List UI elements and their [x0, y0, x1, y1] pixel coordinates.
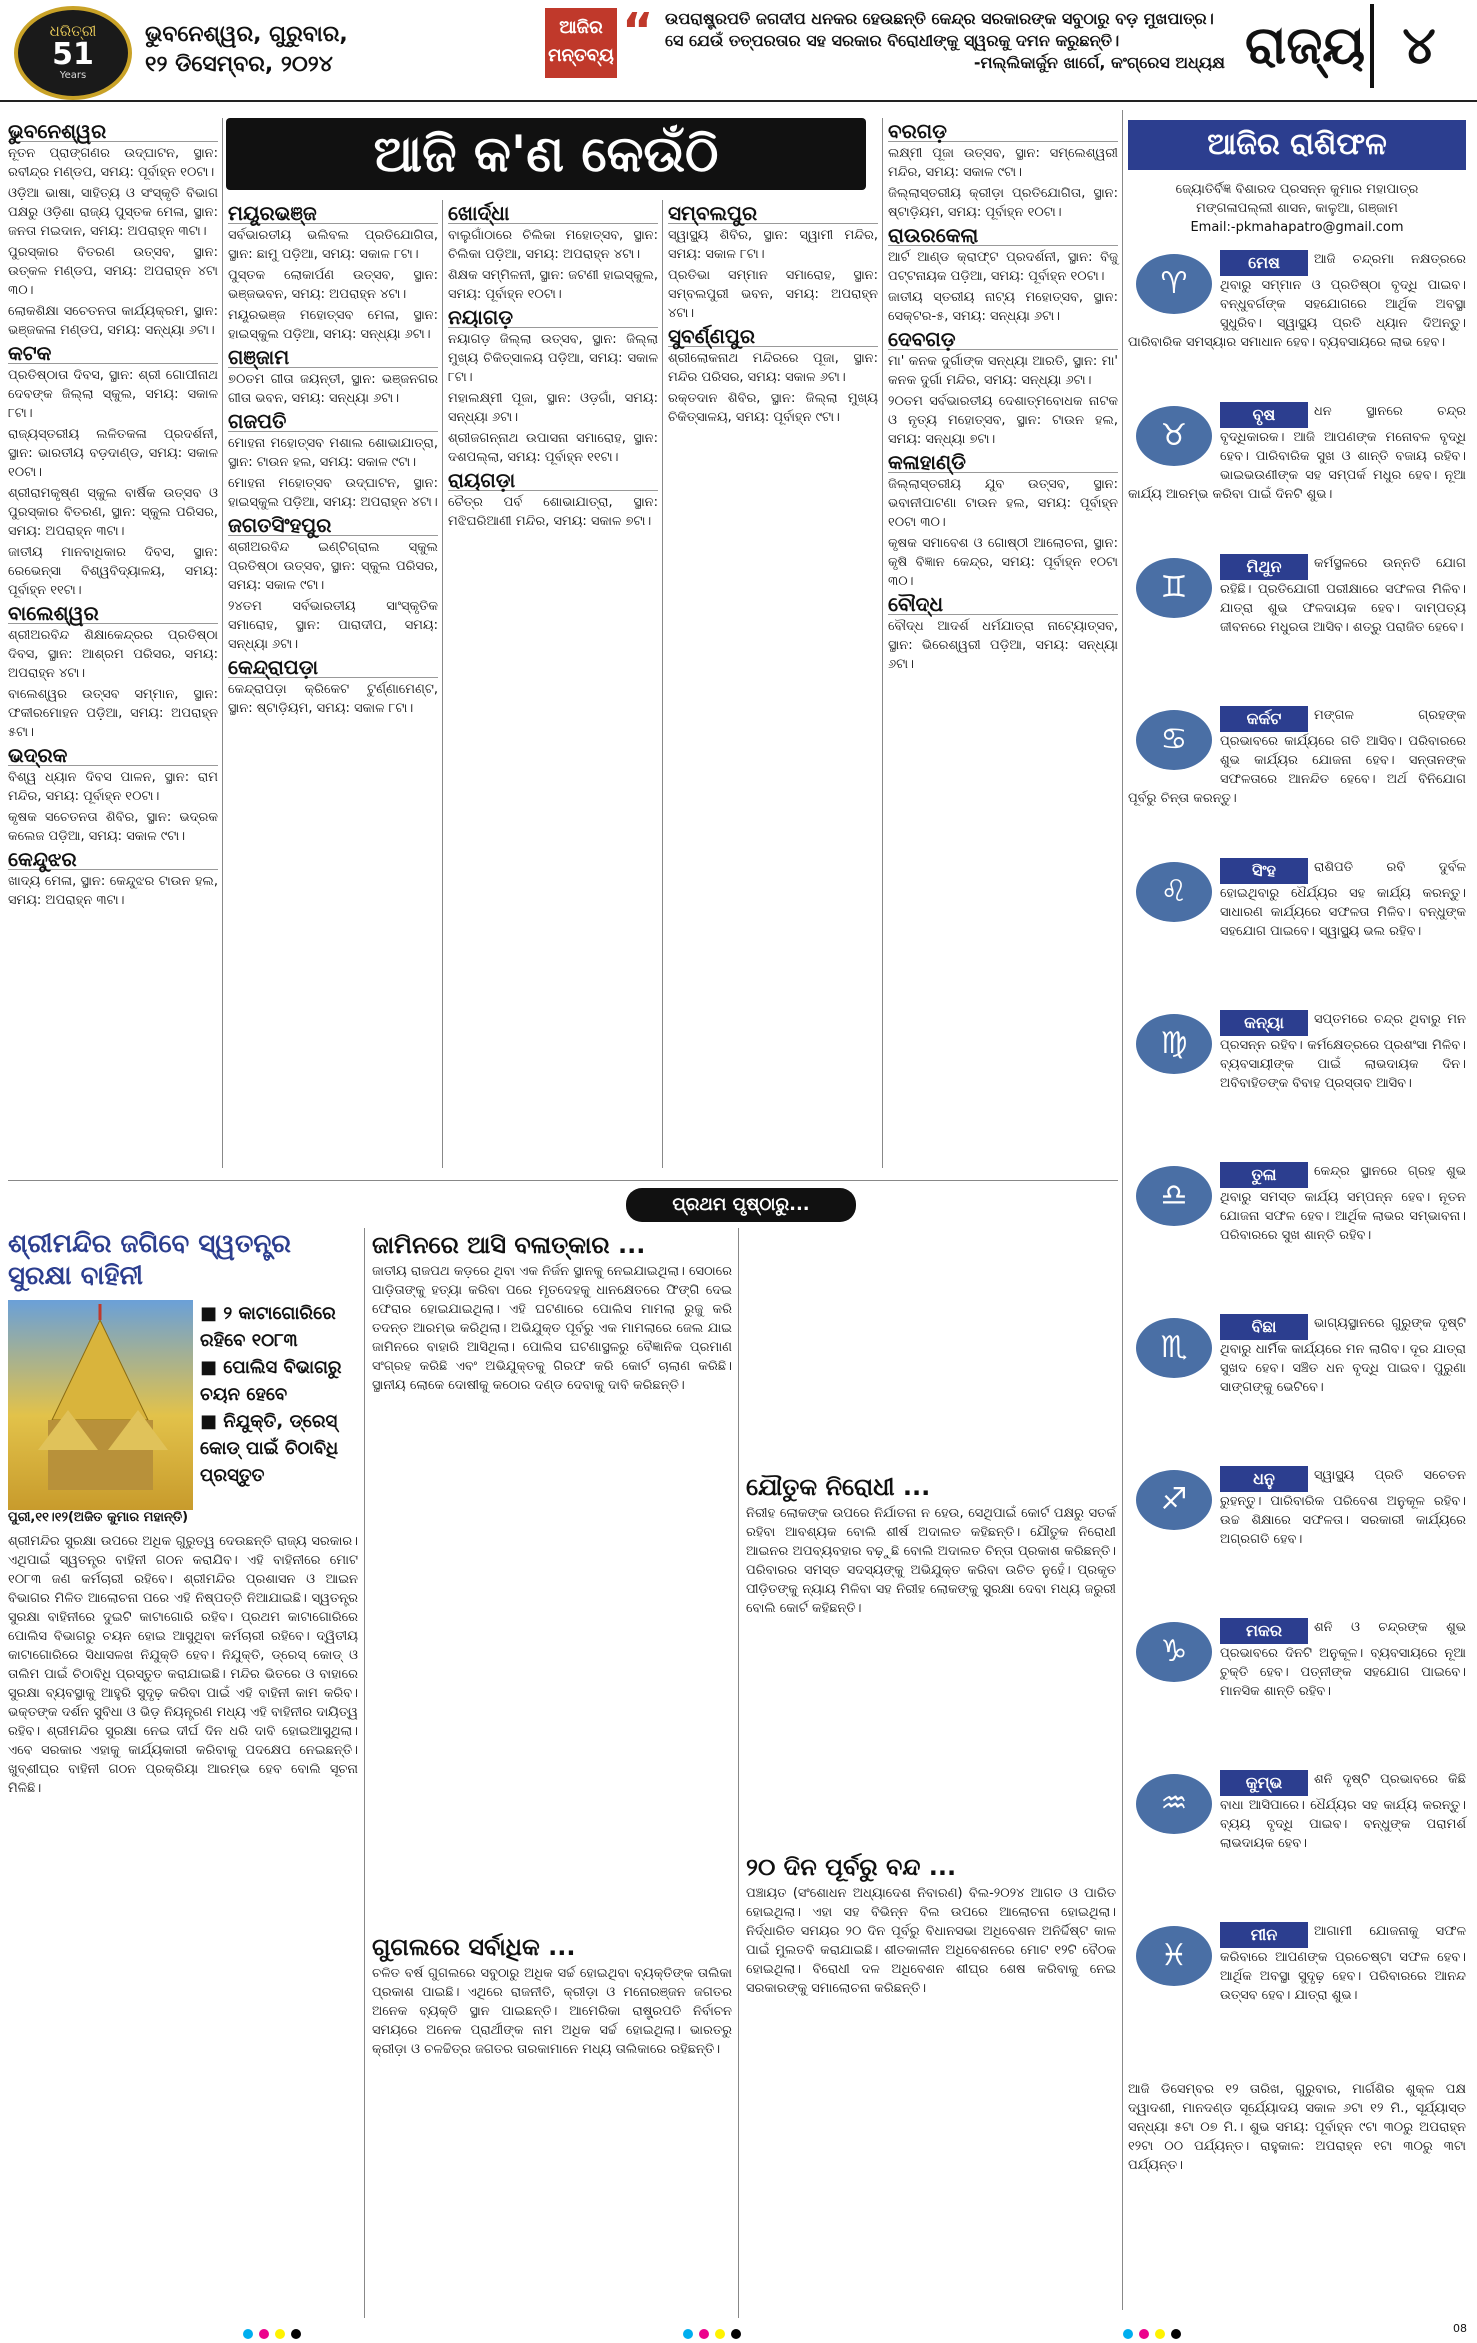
- temple-illustration-icon: [8, 1300, 193, 1510]
- city-heading: ରାୟଗଡ଼ା: [448, 471, 658, 491]
- horoscope-entry: [1128, 554, 1466, 637]
- event-item: ସର୍ବଭାରତୀୟ ଭଲିବଲ ପ୍ରତିଯୋଗିତା, ସ୍ଥାନ: ଛାମୁ ପଡ଼ିଆ, ସମୟ: ସକାଳ ୮ଟା।: [228, 228, 438, 262]
- horoscope-text: ଆଗାମୀ ଯୋଜନାକୁ ସଫଳ କରିବାରେ ଆପଣଙ୍କ ପ୍ରଚେଷ୍ଟା ସଫଳ ହେବ। ଆର୍ଥିକ ଅବସ୍ଥା ସୁଦୃଢ଼ ହେବ। ପରିବାରରେ ଆନନ୍ଦ ଉତ୍ସବ ହେବ। ଯାତ୍ରା ଶୁଭ।: [1220, 1924, 1466, 2003]
- horoscope-text: କର୍ମସ୍ଥଳରେ ଉନ୍ନତି ଯୋଗ ରହିଛି। ପ୍ରତିଯୋଗୀ ପରୀକ୍ଷାରେ ସଫଳତା ମିଳିବ। ଯାତ୍ରା ଶୁଭ ଫଳଦାୟକ ହେବ। ଦାମ୍ପତ୍ୟ ଜୀବନରେ ମଧୁରତା ଆସିବ। ଶତ୍ରୁ ପରାଜିତ ହେବେ।: [1220, 556, 1466, 635]
- story-body: ଚଳିତ ବର୍ଷ ଗୁଗଲରେ ସବୁଠାରୁ ଅଧିକ ସର୍ଚ୍ଚ ହୋଇଥିବା ବ୍ୟକ୍ତିଙ୍କ ତାଲିକା ପ୍ରକାଶ ପାଇଛି। ଏଥିରେ ରାଜନୀତି, କ୍ରୀଡ଼ା ଓ ମନୋରଞ୍ଜନ ଜଗତର ଅନେକ ବ୍ୟକ୍ତି ସ୍ଥାନ ପାଇଛନ୍ତି। ଆମେରିକା ରାଷ୍ଟ୍ରପତି ନିର୍ବାଚନ ସମୟରେ ଅନେକ ପ୍ରାର୍ଥୀଙ୍କ ନାମ ଅଧିକ ସର୍ଚ୍ଚ ହୋଇଥିଲା। ଭାରତରୁ କ୍ରୀଡ଼ା ଓ ଚଳଚ୍ଚିତ୍ର ଜଗତର ତାରକାମାନେ ମଧ୍ୟ ତାଲିକାରେ ରହିଛନ୍ତି।: [372, 1966, 732, 2057]
- horoscope-text: ଭାଗ୍ୟସ୍ଥାନରେ ଗୁରୁଙ୍କ ଦୃଷ୍ଟି ଥିବାରୁ ଧାର୍ମିକ କାର୍ଯ୍ୟରେ ମନ ଲାଗିବ। ଦୂର ଯାତ୍ରା ସୁଖଦ ହେବ। ସଞ୍ଚିତ ଧନ ବୃଦ୍ଧି ପାଇବ। ପୁରୁଣା ସାଙ୍ଗଙ୍କୁ ଭେଟିବେ।: [1220, 1316, 1466, 1395]
- horoscope-text: ସପ୍ତମରେ ଚନ୍ଦ୍ର ଥିବାରୁ ମନ ପ୍ରସନ୍ନ ରହିବ। କର୍ମକ୍ଷେତ୍ରରେ ପ୍ରଶଂସା ମିଳିବ। ବ୍ୟବସାୟୀଙ୍କ ପାଇଁ ଲାଭଦାୟକ ଦିନ। ଅବିବାହିତଙ୍କ ବିବାହ ପ୍ରସ୍ତାବ ଆସିବ।: [1220, 1012, 1466, 1091]
- city-heading: ଜଗତସିଂହପୁର: [228, 516, 438, 536]
- horoscope-entry: [1128, 1314, 1466, 1397]
- color-dots: [1120, 2324, 1184, 2343]
- column-divider: [1122, 110, 1123, 2310]
- astrologer-name: ଜ୍ୟୋତିର୍ବିଜ୍ଞ ବିଶାରଦ ପ୍ରସନ୍ନ କୁମାର ମହାପାତ୍ର: [1175, 182, 1419, 197]
- zodiac-icon: ♏: [1136, 1318, 1212, 1378]
- logo-years: Years: [59, 70, 87, 81]
- story-bullet: ■ ୨ କାଟାଗୋରିରେ ରହିବେ ୧୦୮୩: [200, 1303, 336, 1351]
- city-heading: କଳାହାଣ୍ଡି: [888, 453, 1118, 473]
- zodiac-icon: ♑: [1136, 1622, 1212, 1682]
- city-heading: ଭୁବନେଶ୍ୱର: [8, 122, 218, 142]
- horoscope-entry: [1128, 250, 1466, 352]
- story-headline: ଜାମିନରେ ଆସି ବଳାତ୍କାର ...: [372, 1231, 646, 1259]
- city-heading: ବାଲେଶ୍ୱର: [8, 604, 218, 624]
- quote-of-the-day: [665, 8, 1225, 74]
- astrologer-credit: [1128, 180, 1466, 237]
- event-item: ଖାଦ୍ୟ ମେଳା, ସ୍ଥାନ: କେନ୍ଦୁଝର ଟାଉନ ହଲ, ସମୟ: ଅପରାହ୍ନ ୩ଟା।: [8, 874, 218, 908]
- event-item: ପୁରସ୍କାର ବିତରଣ ଉତ୍ସବ, ସ୍ଥାନ: ଉତ୍କଳ ମଣ୍ଡପ, ସମୟ: ଅପରାହ୍ନ ୪ଟା ୩୦।: [8, 245, 218, 298]
- horoscope-entry: [1128, 1770, 1466, 1853]
- event-item: ରାଜ୍ୟସ୍ତରୀୟ ଲଳିତକଳା ପ୍ରଦର୍ଶନୀ, ସ୍ଥାନ: ଭାରତୀୟ ବଡ଼ଦାଣ୍ଡ, ସମୟ: ସକାଳ ୧୦ଟା।: [8, 427, 218, 480]
- city-heading: ଦେବଗଡ଼: [888, 330, 1118, 350]
- event-item: ସ୍ୱାସ୍ଥ୍ୟ ଶିବିର, ସ୍ଥାନ: ସ୍ୱାମୀ ମନ୍ଦିର, ସମୟ: ସକାଳ ୮ଟା।: [668, 228, 878, 262]
- page-number: ୪: [1370, 4, 1464, 88]
- zodiac-icon: ♐: [1136, 1470, 1212, 1530]
- city-heading: ନୟାଗଡ଼: [448, 308, 658, 328]
- horoscope-text: କେନ୍ଦ୍ର ସ୍ଥାନରେ ଗ୍ରହ ଶୁଭ ଥିବାରୁ ସମସ୍ତ କାର୍ଯ୍ୟ ସମ୍ପନ୍ନ ହେବ। ନୂତନ ଯୋଜନା ସଫଳ ହେବ। ଆର୍ଥିକ ଲାଭର ସମ୍ଭାବନା। ପରିବାରରେ ସୁଖ ଶାନ୍ତି ରହିବ।: [1220, 1164, 1466, 1243]
- quote-mark-icon: “: [622, 3, 654, 59]
- quote-label: ଆଜିର ମନ୍ତବ୍ୟ: [545, 8, 617, 78]
- story-headline: ୨୦ ଦିନ ପୂର୍ବରୁ ବନ୍ଦ ...: [746, 1853, 957, 1881]
- zodiac-name: ସିଂହ: [1220, 858, 1308, 884]
- zodiac-name: ମିଥୁନ: [1220, 554, 1308, 580]
- horoscope-entry: [1128, 1922, 1466, 2005]
- photo-caption: ପୁରୀ,୧୧।୧୨(ଅଜିତ କୁମାର ମହାନ୍ତି): [8, 1510, 189, 1525]
- events-column-1: [8, 118, 218, 912]
- event-item: ୨୦ତମ ସର୍ବଭାରତୀୟ ଦେଶାତ୍ମବୋଧକ ନାଟକ ଓ ନୃତ୍ୟ ମହୋତ୍ସବ, ସ୍ଥାନ: ଟାଉନ ହଲ, ସମୟ: ସନ୍ଧ୍ୟା ୭ଟା।: [888, 394, 1118, 447]
- zodiac-icon: ♎: [1136, 1166, 1212, 1226]
- section-divider: [8, 1180, 1118, 1181]
- city-heading: କେନ୍ଦ୍ରାପଡ଼ା: [228, 658, 438, 678]
- city-heading: ମୟୂରଭଞ୍ଜ: [228, 204, 438, 224]
- city-heading: ଖୋର୍ଦ୍ଧା: [448, 204, 658, 224]
- zodiac-name: କୁମ୍ଭ: [1220, 1770, 1308, 1796]
- horoscope-text: ଆଜି ଚନ୍ଦ୍ରମା ନକ୍ଷତ୍ରରେ ଥିବାରୁ ସମ୍ମାନ ଓ ପ୍ରତିଷ୍ଠା ବୃଦ୍ଧି ପାଇବ। ବନ୍ଧୁବର୍ଗଙ୍କ ସହଯୋଗରେ ଆର୍ଥିକ ଅବସ୍ଥା ସୁଧୁରିବ। ସ୍ୱାସ୍ଥ୍ୟ ପ୍ରତି ଧ୍ୟାନ ଦିଅନ୍ତୁ। ପାରିବାରିକ ସମସ୍ୟାର ସମାଧାନ ହେବ। ବ୍ୟବସାୟରେ ଲାଭ ହେବ।: [1128, 252, 1466, 350]
- event-item: ବାଲୁଗାଁଠାରେ ଚିଲିକା ମହୋତ୍ସବ, ସ୍ଥାନ: ଚିଲିକା ପଡ଼ିଆ, ସମୟ: ଅପରାହ୍ନ ୪ଟା।: [448, 228, 658, 262]
- dateline-place: ଭୁବନେଶ୍ୱର, ଗୁରୁବାର,: [145, 22, 348, 47]
- column-divider: [882, 118, 883, 1168]
- quote-attribution: -ମଲ୍ଲିକାର୍ଜୁନ ଖାର୍ଗେ, କଂଗ୍ରେସ ଅଧ୍ୟକ୍ଷ: [973, 53, 1225, 72]
- horoscope-entry: [1128, 706, 1466, 808]
- event-item: ଲୋକଶିକ୍ଷା ସଚେତନତା କାର୍ଯ୍ୟକ୍ରମ, ସ୍ଥାନ: ଭଞ୍ଜକଳା ମଣ୍ଡପ, ସମୟ: ସନ୍ଧ୍ୟା ୬ଟା।: [8, 304, 218, 338]
- zodiac-icon: ♓: [1136, 1926, 1212, 1986]
- event-item: ଚୈତ୍ର ପର୍ବ ଶୋଭାଯାତ୍ରା, ସ୍ଥାନ: ମଝିଘରିଆଣୀ ମନ୍ଦିର, ସମୟ: ସକାଳ ୭ଟା।: [448, 495, 658, 529]
- zodiac-icon: ♍: [1136, 1014, 1212, 1074]
- story-3: [372, 1930, 732, 2059]
- horoscope-text: ଶନି ଦୃଷ୍ଟି ପ୍ରଭାବରେ କିଛି ବାଧା ଆସିପାରେ। ଧୈର୍ଯ୍ୟର ସହ କାର୍ଯ୍ୟ କରନ୍ତୁ। ବ୍ୟୟ ବୃଦ୍ଧି ପାଇବ। ବନ୍ଧୁଙ୍କ ପରାମର୍ଶ ଲାଭଦାୟକ ହେବ।: [1220, 1772, 1466, 1851]
- story-bullet: ■ ପୋଲିସ ବିଭାଗରୁ ଚୟନ ହେବେ: [200, 1357, 342, 1405]
- event-item: ୨୪ତମ ସର୍ବଭାରତୀୟ ସାଂସ୍କୃତିକ ସମାରୋହ, ସ୍ଥାନ: ପାରାଦୀପ, ସମୟ: ସନ୍ଧ୍ୟା ୬ଟା।: [228, 599, 438, 652]
- event-item: ମୋହନା ମହୋତ୍ସବ ମଶାଲ ଶୋଭାଯାତ୍ରା, ସ୍ଥାନ: ଟାଉନ ହଲ, ସମୟ: ସକାଳ ୯ଟା।: [228, 436, 438, 470]
- front-page-label: ପ୍ରଥମ ପୃଷ୍ଠାରୁ...: [626, 1188, 856, 1222]
- story-headline: ଗୁଗଲରେ ସର୍ବାଧିକ ...: [372, 1933, 576, 1961]
- city-heading: କଟକ: [8, 344, 218, 364]
- event-item: ମା' କନକ ଦୁର୍ଗାଙ୍କ ସନ୍ଧ୍ୟା ଆରତି, ସ୍ଥାନ: ମା' କନକ ଦୁର୍ଗା ମନ୍ଦିର, ସମୟ: ସନ୍ଧ୍ୟା ୬ଟା।: [888, 354, 1118, 388]
- astrologer-email: Email:-pkmahapatro@gmail.com: [1190, 220, 1404, 235]
- zodiac-name: ତୁଳା: [1220, 1162, 1308, 1188]
- event-item: ବାଲେଶ୍ୱର ଉତ୍ସବ ସମ୍ମାନ, ସ୍ଥାନ: ଫକୀରମୋହନ ପଡ଼ିଆ, ସମୟ: ଅପରାହ୍ନ ୫ଟା।: [8, 687, 218, 740]
- zodiac-name: ମକର: [1220, 1618, 1308, 1644]
- horoscope-entry: [1128, 858, 1466, 941]
- event-item: ଶ୍ରୀରାମକୃଷ୍ଣ ସ୍କୁଲ ବାର୍ଷିକ ଉତ୍ସବ ଓ ପୁରସ୍କାର ବିତରଣ, ସ୍ଥାନ: ସ୍କୁଲ ପରିସର, ସମୟ: ଅପରାହ୍ନ ୩ଟା।: [8, 486, 218, 539]
- zodiac-name: ଧନୁ: [1220, 1466, 1308, 1492]
- city-heading: ବୌଦ୍ଧ: [888, 595, 1118, 615]
- city-heading: ଗଞ୍ଜାମ: [228, 348, 438, 368]
- event-item: ବିଶ୍ୱ ଧ୍ୟାନ ଦିବସ ପାଳନ, ସ୍ଥାନ: ରାମ ମନ୍ଦିର, ସମୟ: ପୂର୍ବାହ୍ନ ୧୦ଟା।: [8, 770, 218, 804]
- temple-photo: [8, 1300, 193, 1510]
- zodiac-name: ବିଛା: [1220, 1314, 1308, 1340]
- story-body: ଜାତୀୟ ରାଜପଥ କଡ଼ରେ ଥିବା ଏକ ନିର୍ଜନ ସ୍ଥାନକୁ ନେଇଯାଇଥିଲା। ସେଠାରେ ପାଡ଼ିତାଙ୍କୁ ହତ୍ୟା କରିବା ପରେ ମୃତଦେହକୁ ଧାନକ୍ଷେତରେ ଫିଙ୍ଗି ଦେଇ ଫେରାର ହୋଇଯାଇଥିଲା। ଏହି ଘଟଣାରେ ପୋଲିସ ମାମଲା ରୁଜୁ କରି ତଦନ୍ତ ଆରମ୍ଭ କରିଥିଲା। ଅଭିଯୁକ୍ତ ପୂର୍ବରୁ ଏକ ମାମଲାରେ ଜେଲ ଯାଇ ଜାମିନରେ ବାହାରି ଆସିଥିଲା। ପୋଲିସ ଘଟଣାସ୍ଥଳରୁ ବୈଜ୍ଞାନିକ ପ୍ରମାଣ ସଂଗ୍ରହ କରିଛି ଏବଂ ଅଭିଯୁକ୍ତକୁ ଗିରଫ କରି କୋର୍ଟ ଚାଲାଣ କରିଛି। ସ୍ଥାନୀୟ ଲୋକେ ଦୋଷୀକୁ କଠୋର ଦଣ୍ଡ ଦେବାକୁ ଦାବି କରିଛନ୍ତି।: [372, 1264, 732, 1393]
- color-dots: [680, 2324, 744, 2343]
- event-item: ପ୍ରତିଷ୍ଠାତା ଦିବସ, ସ୍ଥାନ: ଶ୍ରୀ ଗୋପୀନାଥ ଦେବଙ୍କ ଜିଲ୍ଲା ସ୍କୁଲ, ସମୟ: ସକାଳ ୮ଟା।: [8, 368, 218, 421]
- story-body: ଶ୍ରୀମନ୍ଦିର ସୁରକ୍ଷା ଉପରେ ଅଧିକ ଗୁରୁତ୍ୱ ଦେଉଛନ୍ତି ରାଜ୍ୟ ସରକାର। ଏଥିପାଇଁ ସ୍ୱତନ୍ତ୍ର ବାହିନୀ ଗଠନ କରାଯିବ। ଏହି ବାହିନୀରେ ମୋଟ ୧୦୮୩ ଜଣ କର୍ମଚାରୀ ରହିବେ। ଶ୍ରୀମନ୍ଦିର ପ୍ରଶାସନ ଓ ଆଇନ ବିଭାଗର ମିଳିତ ଆଲୋଚନା ପରେ ଏହି ନିଷ୍ପତ୍ତି ନିଆଯାଇଛି। ସ୍ୱତନ୍ତ୍ର ସୁରକ୍ଷା ବାହିନୀରେ ଦୁଇଟି କାଟାଗୋରି ରହିବ। ପ୍ରଥମ କାଟାଗୋରିରେ ପୋଲିସ ବିଭାଗରୁ ଚୟନ ହୋଇ ଆସୁଥିବା କର୍ମଚାରୀ ରହିବେ। ଦ୍ୱିତୀୟ କାଟାଗୋରିରେ ସିଧାସଳଖ ନିଯୁକ୍ତି ହେବ। ନିଯୁକ୍ତି, ଡ୍ରେସ୍‌ କୋଡ୍‌ ଓ ତାଲିମ ପାଇଁ ଚିଠାବିଧି ପ୍ରସ୍ତୁତ କରାଯାଇଛି। ମନ୍ଦିର ଭିତରେ ଓ ବାହାରେ ସୁରକ୍ଷା ବ୍ୟବସ୍ଥାକୁ ଆହୁରି ସୁଦୃଢ଼ କରିବା ପାଇଁ ଏହି ବାହିନୀ କାମ କରିବ। ଭକ୍ତଙ୍କ ଦର୍ଶନ ସୁବିଧା ଓ ଭିଡ଼ ନିୟନ୍ତ୍ରଣ ମଧ୍ୟ ଏହି ବାହିନୀର ଦାୟିତ୍ୱ ରହିବ। ଶ୍ରୀମନ୍ଦିର ସୁରକ୍ଷା ନେଇ ଦୀର୍ଘ ଦିନ ଧରି ଦାବି ହୋଇଆସୁଥିଲା। ଏବେ ସରକାର ଏହାକୁ କାର୍ଯ୍ୟକାରୀ କରିବାକୁ ପଦକ୍ଷେପ ନେଇଛନ୍ତି। ଖୁବ୍‌ଶୀଘ୍ର ବାହିନୀ ଗଠନ ପ୍ରକ୍ରିୟା ଆରମ୍ଭ ହେବ ବୋଲି ସୂଚନା ମିଳିଛି।: [8, 1534, 358, 1796]
- event-item: ଶ୍ରୀଲୋକନାଥ ମନ୍ଦିରରେ ପୂଜା, ସ୍ଥାନ: ମନ୍ଦିର ପରିସର, ସମୟ: ସକାଳ ୬ଟା।: [668, 351, 878, 385]
- events-column-2: [228, 200, 438, 720]
- event-item: ଶ୍ରୀଜଗନ୍ନାଥ ଉପାସନା ସମାରୋହ, ସ୍ଥାନ: ଦଶପଲ୍ଲା, ସମୟ: ପୂର୍ବାହ୍ନ ୧୧ଟା।: [448, 431, 658, 465]
- logo-number: 51: [52, 37, 94, 72]
- zodiac-name: କନ୍ୟା: [1220, 1010, 1308, 1036]
- city-heading: ବରଗଡ଼: [888, 122, 1118, 142]
- city-heading: ଭଦ୍ରକ: [8, 746, 218, 766]
- zodiac-name: କର୍କଟ: [1220, 706, 1308, 732]
- panjika: ଆଜି ଡିସେମ୍ବର ୧୨ ତାରିଖ, ଗୁରୁବାର, ମାର୍ଗଶିର ଶୁକ୍ଳ ପକ୍ଷ ଦ୍ୱାଦଶୀ, ମାନଦଣ୍ଡ ସୂର୍ଯ୍ୟୋଦୟ ସକାଳ ୬ଟା ୧୨ ମି., ସୂର୍ଯ୍ୟାସ୍ତ ସନ୍ଧ୍ୟା ୫ଟା ୦୭ ମି.। ଶୁଭ ସମୟ: ପୂର୍ବାହ୍ନ ୯ଟା ୩୦ରୁ ଅପରାହ୍ନ ୧୨ଟା ୦୦ ପର୍ଯ୍ୟନ୍ତ। ରାହୁକାଳ: ଅପରାହ୍ନ ୧ଟା ୩୦ରୁ ୩ଟା ପର୍ଯ୍ୟନ୍ତ।: [1128, 2082, 1466, 2173]
- horoscope-entry: [1128, 1466, 1466, 1549]
- horoscope-text: ଶନି ଓ ଚନ୍ଦ୍ରଙ୍କ ଶୁଭ ପ୍ରଭାବରେ ଦିନଟି ଅନୁକୂଳ। ବ୍ୟବସାୟରେ ନୂଆ ଚୁକ୍ତି ହେବ। ପତ୍ନୀଙ୍କ ସହଯୋଗ ପାଇବେ। ମାନସିକ ଶାନ୍ତି ରହିବ।: [1220, 1620, 1466, 1699]
- story-headline: ଶ୍ରୀମନ୍ଦିର ଜଗିବେ ସ୍ୱତନ୍ତ୍ର ସୁରକ୍ଷା ବାହିନୀ: [8, 1229, 292, 1291]
- events-column-5: [888, 118, 1118, 676]
- city-heading: ରାଉରକେଲା: [888, 226, 1118, 246]
- dateline: [145, 20, 348, 80]
- event-item: ମୋହନା ମହୋତ୍ସବ ଉଦ୍‌ଘାଟନ, ସ୍ଥାନ: ହାଇସ୍କୁଲ ପଡ଼ିଆ, ସମୟ: ଅପରାହ୍ନ ୪ଟା।: [228, 476, 438, 510]
- event-item: ପ୍ରତିଭା ସମ୍ମାନ ସମାରୋହ, ସ୍ଥାନ: ସମ୍ବଲପୁରୀ ଭବନ, ସମୟ: ଅପରାହ୍ନ ୪ଟା।: [668, 268, 878, 321]
- zodiac-icon: ♒: [1136, 1774, 1212, 1834]
- horoscope-text: ରାଶିପତି ରବି ଦୁର୍ବଳ ହୋଇଥିବାରୁ ଧୈର୍ଯ୍ୟର ସହ କାର୍ଯ୍ୟ କରନ୍ତୁ। ସାଧାରଣ କାର୍ଯ୍ୟରେ ସଫଳତା ମିଳିବ। ବନ୍ଧୁଙ୍କ ସହଯୋଗ ପାଇବେ। ସ୍ୱାସ୍ଥ୍ୟ ଭଲ ରହିବ।: [1220, 860, 1466, 939]
- quote-text: ଉପରାଷ୍ଟ୍ରପତି ଜଗଦୀପ ଧନକର ହେଉଛନ୍ତି କେନ୍ଦ୍ର ସରକାରଙ୍କ ସବୁଠାରୁ ବଡ଼ ମୁଖପାତ୍ର। ସେ ଯେଉଁ ତତ୍ପରତାର ସହ ସରକାର ବିରୋଧୀଙ୍କୁ ସ୍ୱରକୁ ଦମନ କରୁଛନ୍ତି।: [665, 9, 1214, 50]
- event-item: ବୌଦ୍ଧ ଆଦର୍ଶ ଧର୍ମଯାତ୍ରା ନାଟ୍ୟୋତ୍ସବ, ସ୍ଥାନ: ଭିରେଶ୍ୱରୀ ପଡ଼ିଆ, ସମୟ: ସନ୍ଧ୍ୟା ୬ଟା।: [888, 619, 1118, 672]
- story-5: [746, 1850, 1116, 1998]
- column-divider: [738, 1228, 739, 2318]
- column-divider: [442, 200, 443, 1168]
- horoscope-entry: [1128, 1618, 1466, 1701]
- event-item: ଜାତୀୟ ସ୍ତରୀୟ ନାଟ୍ୟ ମହୋତ୍ସବ, ସ୍ଥାନ: ସେକ୍ଟର-୫, ସମୟ: ସନ୍ଧ୍ୟା ୬ଟା।: [888, 290, 1118, 324]
- event-item: କେନ୍ଦ୍ରାପଡ଼ା କ୍ରିକେଟ ଟୁର୍ଣ୍ଣାମେଣ୍ଟ, ସ୍ଥାନ: ଷ୍ଟାଡ଼ିୟମ, ସମୟ: ସକାଳ ୮ଟା।: [228, 682, 438, 716]
- event-item: ମହାଲକ୍ଷ୍ମୀ ପୂଜା, ସ୍ଥାନ: ଓଡ଼ଗାଁ, ସମୟ: ସନ୍ଧ୍ୟା ୬ଟା।: [448, 391, 658, 425]
- event-item: କୃଷକ ସମାବେଶ ଓ ଗୋଷ୍ଠୀ ଆଲୋଚନା, ସ୍ଥାନ: କୃଷି ବିଜ୍ଞାନ କେନ୍ଦ୍ର, ସମୟ: ପୂର୍ବାହ୍ନ ୧୦ଟା ୩୦।: [888, 536, 1118, 589]
- city-heading: ସମ୍ବଲପୁର: [668, 204, 878, 224]
- horoscope-text: ମଙ୍ଗଳ ଗ୍ରହଙ୍କ ପ୍ରଭାବରେ କାର୍ଯ୍ୟରେ ଗତି ଆସିବ। ପରିବାରରେ ଶୁଭ କାର୍ଯ୍ୟର ଯୋଜନା ହେବ। ସନ୍ତାନଙ୍କ ସଫଳତାରେ ଆନନ୍ଦିତ ହେବେ। ଅର୍ଥ ବିନିଯୋଗ ପୂର୍ବରୁ ଚିନ୍ତା କରନ୍ତୁ।: [1128, 708, 1466, 806]
- horoscope-title: ଆଜିର ରାଶିଫଳ: [1128, 120, 1466, 170]
- logo-brand: ଧରିତ୍ରୀ: [49, 22, 97, 40]
- horoscope-text: ଧନ ସ୍ଥାନରେ ଚନ୍ଦ୍ର ବୃଦ୍ଧିକାରକ। ଆଜି ଆପଣଙ୍କ ମନୋବଳ ବୃଦ୍ଧି ହେବ। ପାରିବାରିକ ସୁଖ ଓ ଶାନ୍ତି ବଜାୟ ରହିବ। ଭାଇଭଉଣୀଙ୍କ ସହ ସମ୍ପର୍କ ମଧୁର ହେବ। ନୂଆ କାର୍ଯ୍ୟ ଆରମ୍ଭ କରିବା ପାଇଁ ଦିନଟି ଶୁଭ।: [1128, 404, 1466, 502]
- event-item: ଆର୍ଟ ଆଣ୍ଡ କ୍ରାଫ୍ଟ ପ୍ରଦର୍ଶନୀ, ସ୍ଥାନ: ବିଜୁ ପଟ୍ଟନାୟକ ପଡ଼ିଆ, ସମୟ: ପୂର୍ବାହ୍ନ ୧୦ଟା।: [888, 250, 1118, 284]
- anniversary-logo: [14, 6, 132, 100]
- event-item: ଜିଲ୍ଲାସ୍ତରୀୟ କ୍ରୀଡ଼ା ପ୍ରତିଯୋଗିତା, ସ୍ଥାନ: ଷ୍ଟାଡ଼ିୟମ, ସମୟ: ପୂର୍ବାହ୍ନ ୧୦ଟା।: [888, 186, 1118, 220]
- story-headline: ଯୌତୁକ ନିରୋଧୀ ...: [746, 1473, 931, 1501]
- column-divider: [364, 1228, 365, 2318]
- city-heading: ଗଜପତି: [228, 412, 438, 432]
- astrologer-address: ମଙ୍ଗଳାପଲ୍ଲୀ ଶାସନ, କାଳୁଆ, ଗଞ୍ଜାମ: [1196, 201, 1398, 216]
- zodiac-icon: ♈: [1136, 254, 1212, 314]
- print-registration-marks: [0, 2322, 1477, 2339]
- horoscope-entry: [1128, 1162, 1466, 1245]
- event-item: ଲକ୍ଷ୍ମୀ ପୂଜା ଉତ୍ସବ, ସ୍ଥାନ: ସମ୍ଲେଶ୍ୱରୀ ମନ୍ଦିର, ସମୟ: ସକାଳ ୯ଟା।: [888, 146, 1118, 180]
- event-item: ନୂତନ ପ୍ରାଙ୍ଗଣର ଉଦ୍‌ଘାଟନ, ସ୍ଥାନ: ରବୀନ୍ଦ୍ର ମଣ୍ଡପ, ସମୟ: ପୂର୍ବାହ୍ନ ୧୦ଟା।: [8, 146, 218, 180]
- event-item: ଓଡ଼ିଆ ଭାଷା, ସାହିତ୍ୟ ଓ ସଂସ୍କୃତି ବିଭାଗ ପକ୍ଷରୁ ଓଡ଼ିଶା ରାଜ୍ୟ ପୁସ୍ତକ ମେଳା, ସ୍ଥାନ: ଜନତା ମଇଦାନ, ସମୟ: ଅପରାହ୍ନ ୩ଟା।: [8, 186, 218, 239]
- horoscope-entry: [1128, 402, 1466, 504]
- event-item: ନୟାଗଡ଼ ଜିଲ୍ଲା ଉତ୍ସବ, ସ୍ଥାନ: ଜିଲ୍ଲା ମୁଖ୍ୟ ଚିକିତ୍ସାଳୟ ପଡ଼ିଆ, ସମୟ: ସକାଳ ୮ଟା।: [448, 332, 658, 385]
- story-body: ପଞ୍ଚାୟତ (ସଂଶୋଧନ ଅଧ୍ୟାଦେଶ ନିବାରଣ) ବିଲ-୨୦୨୪ ଆଗତ ଓ ପାରିତ ହୋଇଥିଲା। ଏହା ସହ ବିଭିନ୍ନ ବିଲ ଉପରେ ଆଲୋଚନା ହୋଇଥିଲା। ନିର୍ଦ୍ଧାରିତ ସମୟର ୨୦ ଦିନ ପୂର୍ବରୁ ବିଧାନସଭା ଅଧିବେଶନ ଅନିର୍ଦ୍ଦିଷ୍ଟ କାଳ ପାଇଁ ମୁଲତବି କରାଯାଇଛି। ଶୀତକାଳୀନ ଅଧିବେଶନରେ ମୋଟ ୧୨ଟି ବୈଠକ ହୋଇଥିଲା। ବିରୋଧୀ ଦଳ ଅଧିବେଶନ ଶୀଘ୍ର ଶେଷ କରିବାକୁ ନେଇ ସରକାରଙ୍କୁ ସମାଲୋଚନା କରିଛନ୍ତି।: [746, 1886, 1116, 1996]
- story-2: [372, 1228, 732, 1395]
- event-item: ଜିଲ୍ଲାସ୍ତରୀୟ ଯୁବ ଉତ୍ସବ, ସ୍ଥାନ: ଭବାନୀପାଟଣା ଟାଉନ ହଲ, ସମୟ: ପୂର୍ବାହ୍ନ ୧୦ଟା ୩୦।: [888, 477, 1118, 530]
- story-bullet: ■ ନିଯୁକ୍ତି, ଡ୍ରେସ୍‌ କୋଡ୍‌ ପାଇଁ ଚିଠାବିଧି ପ୍ରସ୍ତୁତ: [200, 1411, 339, 1486]
- footer-page-code: 08: [1453, 2322, 1467, 2335]
- events-column-3: [448, 200, 658, 533]
- city-heading: କେନ୍ଦୁଝର: [8, 850, 218, 870]
- zodiac-name: ବୃଷ: [1220, 402, 1308, 428]
- events-banner: ଆଜି କ'ଣ କେଉଁଠି: [226, 118, 866, 190]
- column-divider: [222, 118, 223, 1168]
- section-title: ରାଜ୍ୟ: [1245, 16, 1366, 76]
- event-item: ରକ୍ତଦାନ ଶିବିର, ସ୍ଥାନ: ଜିଲ୍ଲା ମୁଖ୍ୟ ଚିକିତ୍ସାଳୟ, ସମୟ: ପୂର୍ବାହ୍ନ ୯ଟା।: [668, 391, 878, 425]
- zodiac-icon: ♋: [1136, 710, 1212, 770]
- zodiac-icon: ♊: [1136, 558, 1212, 618]
- events-column-4: [668, 200, 878, 429]
- event-item: ଶ୍ରୀଅରବିନ୍ଦ ଶିକ୍ଷାକେନ୍ଦ୍ରର ପ୍ରତିଷ୍ଠା ଦିବସ, ସ୍ଥାନ: ଆଶ୍ରମ ପରିସର, ସମୟ: ଅପରାହ୍ନ ୪ଟା।: [8, 628, 218, 681]
- horoscope-entry: [1128, 1010, 1466, 1093]
- story-body: ନିରୀହ ଲୋକଙ୍କ ଉପରେ ନିର୍ଯାତନା ନ ହେଉ, ସେଥିପାଇଁ କୋର୍ଟ ପକ୍ଷରୁ ସତର୍କ ରହିବା ଆବଶ୍ୟକ ବୋଲି ଶୀର୍ଷ ଅଦାଲତ କହିଛନ୍ତି। ଯୌତୁକ ନିରୋଧୀ ଆଇନର ଅପବ୍ୟବହାର ବଢ଼ୁଛି ବୋଲି ଅଦାଲତ ଚିନ୍ତା ପ୍ରକାଶ କରିଛନ୍ତି। ପରିବାରର ସମସ୍ତ ସଦସ୍ୟଙ୍କୁ ଅଭିଯୁକ୍ତ କରିବା ଉଚିତ ନୁହେଁ। ପ୍ରକୃତ ପୀଡ଼ିତଙ୍କୁ ନ୍ୟାୟ ମିଳିବା ସହ ନିରୀହ ଲୋକଙ୍କୁ ସୁରକ୍ଷା ଦେବା ମଧ୍ୟ ଜରୁରୀ ବୋଲି କୋର୍ଟ କହିଛନ୍ତି।: [746, 1506, 1116, 1616]
- event-item: ଶ୍ରୀଅରବିନ୍ଦ ଇଣ୍ଟିଗ୍ରାଲ ସ୍କୁଲ ପ୍ରତିଷ୍ଠା ଉତ୍ସବ, ସ୍ଥାନ: ସ୍କୁଲ ପରିସର, ସମୟ: ସକାଳ ୯ଟା।: [228, 540, 438, 593]
- event-item: କୃଷକ ସଚେତନତା ଶିବିର, ସ୍ଥାନ: ଭଦ୍ରକ କଲେଜ ପଡ଼ିଆ, ସମୟ: ସକାଳ ୯ଟା।: [8, 810, 218, 844]
- event-item: ପୁସ୍ତକ ଲୋକାର୍ପଣ ଉତ୍ସବ, ସ୍ଥାନ: ଭଞ୍ଜଭବନ, ସମୟ: ଅପରାହ୍ନ ୪ଟା।: [228, 268, 438, 302]
- zodiac-name: ମେଷ: [1220, 250, 1308, 276]
- event-item: ମୟୂରଭଞ୍ଜ ମହୋତ୍ସବ ମେଳା, ସ୍ଥାନ: ହାଇସ୍କୁଲ ପଡ଼ିଆ, ସମୟ: ସନ୍ଧ୍ୟା ୬ଟା।: [228, 308, 438, 342]
- city-heading: ସୁବର୍ଣ୍ଣପୁର: [668, 327, 878, 347]
- event-item: ଶିକ୍ଷକ ସମ୍ମିଳନୀ, ସ୍ଥାନ: ଜଟଣୀ ହାଇସ୍କୁଲ, ସମୟ: ପୂର୍ବାହ୍ନ ୧୦ଟା।: [448, 268, 658, 302]
- story-4: [746, 1470, 1116, 1618]
- color-dots: [240, 2324, 304, 2343]
- horoscope-text: ସ୍ୱାସ୍ଥ୍ୟ ପ୍ରତି ସଚେତନ ରୁହନ୍ତୁ। ପାରିବାରିକ ପରିବେଶ ଅନୁକୂଳ ରହିବ। ଉଚ୍ଚ ଶିକ୍ଷାରେ ସଫଳତା। ସରକାରୀ କାର୍ଯ୍ୟରେ ଅଗ୍ରଗତି ହେବ।: [1220, 1468, 1466, 1547]
- dateline-date: ୧୨ ଡିସେମ୍ବର, ୨୦୨୪: [145, 52, 333, 77]
- column-divider: [662, 200, 663, 1168]
- event-item: ୭୦ତମ ଗୀତା ଜୟନ୍ତୀ, ସ୍ଥାନ: ଭଞ୍ଜନଗର ଗୀତା ଭବନ, ସମୟ: ସନ୍ଧ୍ୟା ୬ଟା।: [228, 372, 438, 406]
- zodiac-name: ମୀନ: [1220, 1922, 1308, 1948]
- story-bullets: [200, 1300, 360, 1489]
- event-item: ଜାତୀୟ ମାନବାଧିକାର ଦିବସ, ସ୍ଥାନ: ରେଭେନ୍ସା ବିଶ୍ୱବିଦ୍ୟାଳୟ, ସମୟ: ପୂର୍ବାହ୍ନ ୧୧ଟା।: [8, 545, 218, 598]
- zodiac-icon: ♌: [1136, 862, 1212, 922]
- zodiac-icon: ♉: [1136, 406, 1212, 466]
